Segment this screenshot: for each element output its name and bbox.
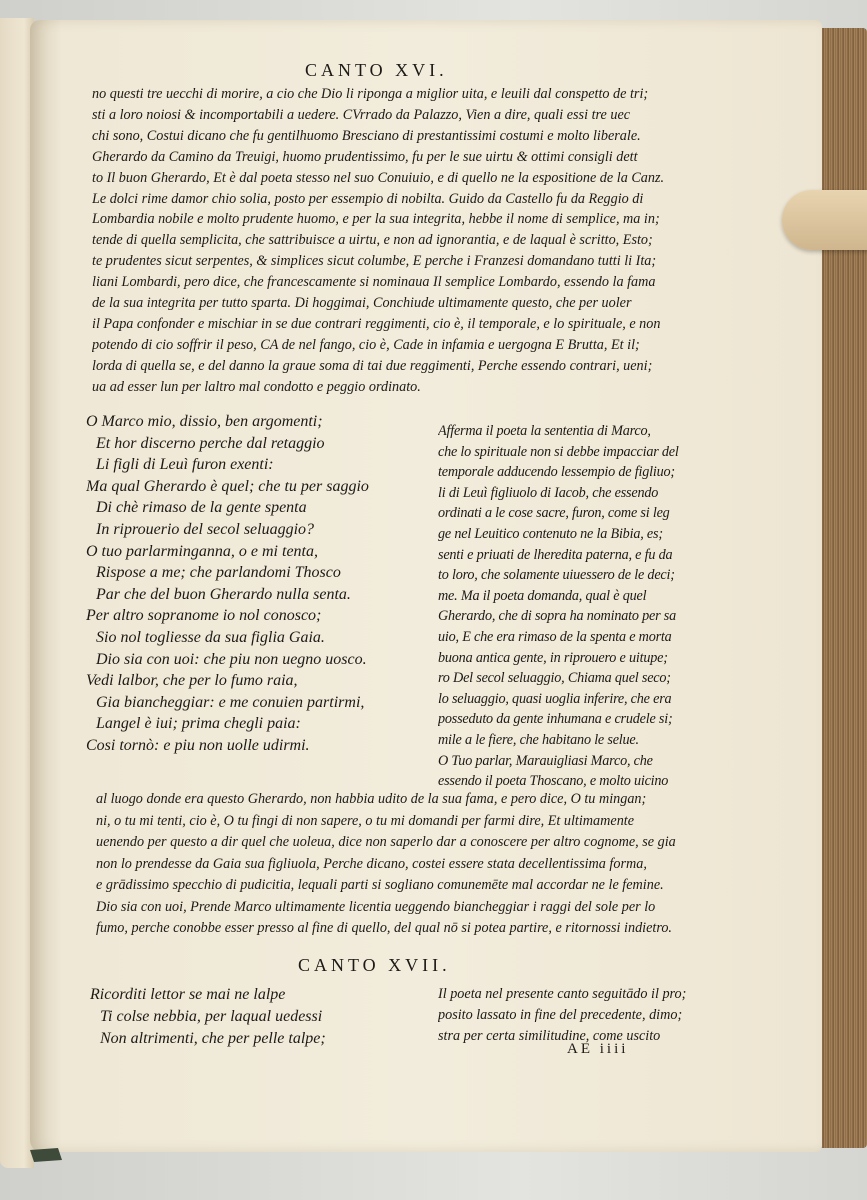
commentary-line: Dio sia con uoi, Prende Marco ultimamente licentia ueggendo biancheggiar i raggi del sole per lo	[96, 898, 656, 915]
verse-line: Cosi tornò: e piu non uolle udirmi.	[86, 736, 310, 754]
commentary-line: tende di quella semplicita, che sattribuisce a uirtu, e non ad ignorantia, e de laqual è scritto, Esto;	[92, 232, 653, 249]
verse-line: Gia biancheggiar: e me conuien partirmi,	[96, 693, 365, 711]
verse-line: Et hor discerno perche dal retaggio	[96, 434, 325, 452]
side-commentary-line: me. Ma il poeta domanda, qual è quel	[438, 587, 647, 604]
commentary-block-bottom	[96, 789, 692, 940]
side-commentary-block	[438, 421, 694, 792]
side-commentary-block-next	[438, 984, 700, 1047]
verse-line: Vedi lalbor, che per lo fumo raia,	[86, 672, 298, 690]
verse-line: Li figli di Leuì furon exenti:	[96, 456, 274, 474]
verse-line: O Marco mio, dissio, ben argomenti;	[86, 413, 323, 430]
commentary-line: Le dolci rime damor chio solia, posto per essempio di nobilta. Guido da Castello fu da Reggio di	[92, 190, 644, 207]
bookmark-strip	[782, 190, 867, 250]
verse-block-next	[90, 984, 420, 1050]
side-commentary-line: senti e priuati de lheredita paterna, e fu da	[438, 546, 673, 563]
verse-line: Dio sia con uoi: che piu non uegno uosco.	[96, 650, 367, 668]
commentary-line: uenendo per questo a dir quel che uoleua, dice non saperlo dar a conoscere per altro cognome, se gia	[96, 834, 676, 850]
verse-line: Rispose a me; che parlandomi Thosco	[96, 564, 341, 582]
side-commentary-line: temporale adducendo lessempio de figliuo;	[438, 464, 675, 481]
commentary-line: sti a loro noiosi & incomportabili a uedere. CVrrado da Palazzo, Vien a dire, quali essi tre uec	[92, 106, 631, 123]
canto-heading-next: CANTO XVII.	[298, 955, 451, 975]
side-commentary-line: stra per certa similitudine, come uscito	[438, 1028, 661, 1044]
side-commentary-line: O Tuo parlar, Marauigliasi Marco, che	[438, 752, 653, 769]
commentary-line: non lo prendesse da Gaia sua figliuola, Perche dicano, costei essere stata decellentissima forma,	[96, 855, 647, 872]
signature-mark: AE iiii	[567, 1041, 629, 1057]
side-commentary-line: Gherardo, che di sopra ha nominato per sa	[438, 608, 676, 625]
side-commentary-line: mile a le fiere, che habitano le selue.	[438, 731, 639, 748]
verse-line: In riprouerio del secol seluaggio?	[96, 520, 315, 538]
left-page-edge	[0, 18, 34, 1168]
ribbon-marker	[28, 1146, 64, 1164]
commentary-line: to Il buon Gherardo, Et è dal poeta stesso nel suo Conuiuio, e di quello ne la espositione de la Canz.	[92, 169, 665, 186]
verse-line: Par che del buon Gherardo nulla senta.	[96, 585, 351, 603]
commentary-line: al luogo donde era questo Gherardo, non habbia udito de la sua fama, e pero dice, O tu mingan;	[96, 791, 647, 807]
side-commentary-line: Il poeta nel presente canto seguitādo il pro;	[438, 986, 687, 1002]
commentary-line: chi sono, Costui dicano che fu gentilhuomo Bresciano di prestantissimi costumi e molto liberale.	[92, 127, 641, 144]
commentary-line: liani Lombardi, pero dice, che francescamente si nominaua Il semplice Lombardo, essendo la fama	[92, 274, 656, 291]
side-commentary-line: posseduto da gente inhumana e crudele si;	[438, 711, 673, 728]
verse-line: Ti colse nebbia, per laqual uedessi	[100, 1008, 323, 1025]
side-commentary-line: buona antica gente, in riprouero e uitupe;	[438, 649, 668, 666]
side-commentary-line: ro Del secol seluaggio, Chiama quel seco;	[438, 670, 671, 687]
commentary-line: fumo, perche conobbe esser presso al fine di quello, del qual nō si potea partire, e ritornossi indietro.	[96, 920, 672, 936]
side-commentary-line: posito lassato in fine del precedente, dimo;	[438, 1007, 683, 1023]
commentary-line: e grādissimo specchio di pudicitia, lequali parti si sogliano comunemēte mal accordar ne le femine.	[96, 877, 664, 893]
canto-heading: CANTO XVI.	[305, 60, 448, 80]
verse-line: Di chè rimaso de la gente spenta	[96, 499, 307, 517]
side-commentary-line: Afferma il poeta la sententia di Marco,	[438, 423, 651, 439]
verse-line: Ma qual Gherardo è quel; che tu per saggio	[86, 477, 369, 495]
commentary-line: Lombardia nobile e molto prudente huomo, e per la sua integrita, hebbe il nome di semplice, ma in;	[92, 211, 660, 228]
verse-line: Langel è iui; prima chegli paia:	[96, 715, 301, 733]
verse-line: Ricorditi lettor se mai ne lalpe	[90, 986, 286, 1003]
commentary-block-top	[92, 84, 692, 398]
verse-line: Sio nol togliesse da sua figlia Gaia.	[96, 628, 325, 646]
commentary-line: ni, o tu mi tenti, cio è, O tu fingi di non sapere, o tu mi domandi per farmi dire, Et ultimamente	[96, 812, 635, 829]
side-commentary-line: ordinati a le cose sacre, furon, come si leg	[438, 505, 670, 522]
verse-block	[86, 411, 436, 757]
commentary-line: de la sua integrita per tutto sparta. Di hoggimai, Conchiude ultimamente questo, che per uoler	[92, 295, 632, 312]
verse-line: Per altro sopranome io nol conosco;	[86, 607, 322, 625]
commentary-line: no questi tre uecchi di morire, a cio che Dio li riponga a miglior uita, e leuili dal conspetto de tri;	[92, 86, 649, 102]
commentary-line: potendo di cio soffrir il peso, CA de nel fango, cio è, Cade in infamia e uergogna E Brutta, Et il;	[92, 336, 640, 353]
side-commentary-line: essendo il poeta Thoscano, e molto uicino	[438, 773, 669, 790]
commentary-line: il Papa confonder e mischiar in se due contrari reggimenti, cio è, il temporale, e lo spirituale, e non	[92, 315, 661, 332]
commentary-line: te prudentes sicut serpentes, & simplices sicut columbe, E perche i Franzesi domandano tutti li Ita;	[92, 253, 657, 270]
side-commentary-line: to loro, che solamente uiuessero de le deci;	[438, 567, 675, 584]
verse-line: O tuo parlarminganna, o e mi tenta,	[86, 542, 318, 560]
side-commentary-line: lo seluaggio, quasi uoglia inferire, che era	[438, 690, 672, 707]
verse-line: Non altrimenti, che per pelle talpe;	[100, 1030, 326, 1047]
commentary-line: Gherardo da Camino da Treuigi, huomo prudentissimo, fu per le sue uirtu & ottimi consigli dett	[92, 148, 638, 165]
side-commentary-line: che lo spirituale non si debbe impacciar del	[438, 443, 679, 460]
side-commentary-line: ge nel Leuitico contenuto ne la Bibia, es;	[438, 525, 663, 542]
side-commentary-line: li di Leuì figliuolo di Iacob, che essendo	[438, 484, 659, 501]
commentary-line: ua ad esser lun per laltro mal condotto e peggio ordinato.	[92, 378, 421, 395]
commentary-line: lorda di quella se, e del danno la graue soma di tai due reggimenti, Perche essendo contrari, ueni;	[92, 357, 653, 374]
side-commentary-line: uio, E che era rimaso de la spenta e morta	[438, 628, 672, 645]
